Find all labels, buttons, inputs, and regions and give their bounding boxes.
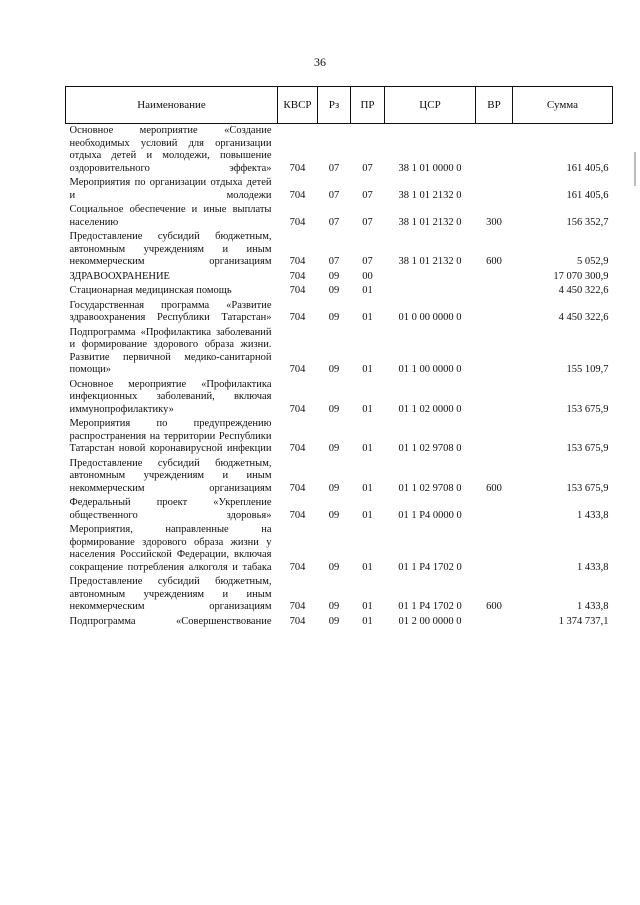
row-rz: 07 [328, 256, 340, 267]
header-rz: Рз [318, 87, 351, 124]
row-csr: 01 1 00 0000 0 [398, 364, 462, 375]
row-rz: 07 [328, 216, 340, 228]
row-csr: 38 1 01 2132 0 [398, 189, 462, 201]
row-pr: 01 [362, 601, 373, 612]
row-vr [476, 615, 513, 630]
row-sum: 5 052,9 [577, 256, 609, 267]
row-name: Основное мероприятие «Профилактика инфекционных заболеваний, включая иммунопрофилактику» [69, 378, 272, 415]
row-kvsr: 704 [289, 216, 306, 228]
row-csr: 38 1 01 2132 0 [398, 256, 462, 267]
header-kvsr: КВСР [278, 87, 318, 124]
row-vr [476, 270, 513, 285]
row-name: Предоставление субсидий бюджетным, автономным учреждениям и иным некоммерческим организациям [69, 231, 272, 267]
table-row [66, 417, 613, 457]
row-vr [476, 496, 513, 523]
table-row [66, 230, 613, 270]
row-vr: 600 [486, 601, 502, 612]
row-name: Федеральный проект «Укрепление общественного здоровья» [69, 497, 272, 521]
row-sum: 156 352,7 [566, 216, 609, 228]
budget-table [65, 86, 613, 629]
row-csr: 01 1 P4 0000 0 [398, 509, 462, 521]
row-vr [476, 326, 513, 378]
row-rz: 09 [328, 403, 340, 415]
row-name: Предоставление субсидий бюджетным, автономным учреждениям и иным некоммерческим организациям [69, 576, 272, 612]
table-row [66, 457, 613, 497]
row-pr: 07 [362, 216, 373, 228]
row-sum: 1 433,8 [577, 509, 609, 521]
row-kvsr: 704 [289, 285, 306, 296]
table-row [66, 284, 613, 299]
row-kvsr: 704 [289, 482, 306, 494]
row-kvsr: 704 [289, 561, 306, 573]
row-rz: 09 [328, 615, 340, 627]
row-csr: 01 0 00 0000 0 [398, 312, 462, 323]
row-kvsr: 704 [289, 364, 306, 375]
row-rz: 09 [328, 561, 340, 573]
table-row [66, 523, 613, 575]
row-csr [385, 284, 476, 299]
row-sum: 4 450 322,6 [558, 312, 609, 323]
table-row [66, 575, 613, 615]
row-sum: 1 374 737,1 [558, 615, 609, 627]
header-sum: Сумма [513, 87, 613, 124]
page-number: 36 [314, 55, 326, 69]
table-row [66, 299, 613, 326]
row-sum: 4 450 322,6 [558, 285, 609, 296]
table-row [66, 203, 613, 230]
table-row [66, 615, 613, 630]
row-pr: 01 [362, 443, 373, 454]
row-csr: 38 1 01 0000 0 [398, 162, 462, 174]
row-pr: 01 [362, 312, 373, 323]
row-vr [476, 176, 513, 203]
row-sum: 153 675,9 [566, 443, 609, 454]
row-sum: 153 675,9 [566, 482, 609, 494]
row-pr: 07 [362, 256, 373, 267]
row-kvsr: 704 [289, 601, 306, 612]
row-csr: 01 1 P4 1702 0 [398, 561, 462, 573]
row-kvsr: 704 [289, 615, 306, 627]
row-name: Основное мероприятие «Создание необходимых условий для организации отдыха детей и молодежи, повышение оздоровительного эффекта» [69, 125, 272, 174]
row-kvsr: 704 [289, 403, 306, 415]
row-rz: 09 [328, 312, 340, 323]
row-kvsr: 704 [289, 312, 306, 323]
row-csr: 01 2 00 0000 0 [398, 615, 462, 627]
row-csr: 38 1 01 2132 0 [398, 216, 462, 228]
row-rz: 09 [328, 364, 340, 375]
row-name: Стационарная медицинская помощь [69, 285, 232, 296]
row-pr: 01 [362, 482, 373, 494]
row-sum: 161 405,6 [566, 162, 609, 174]
row-vr [476, 124, 513, 177]
table-row [66, 326, 613, 378]
row-pr: 01 [362, 364, 373, 375]
row-sum: 17 070 300,9 [553, 270, 609, 282]
row-vr: 300 [486, 216, 502, 228]
row-pr: 01 [362, 561, 373, 573]
row-rz: 09 [328, 443, 340, 454]
row-vr [476, 284, 513, 299]
row-kvsr: 704 [289, 509, 306, 521]
row-rz: 09 [328, 482, 340, 494]
table-row [66, 378, 613, 418]
row-pr: 07 [362, 189, 373, 201]
row-vr: 600 [486, 482, 502, 494]
row-pr: 01 [362, 615, 373, 627]
row-kvsr: 704 [289, 270, 306, 282]
row-sum: 155 109,7 [566, 364, 609, 375]
row-name: Мероприятия, направленные на формирование здорового образа жизни у населения Российской Федерации, включая сокращение потребления алкоголя и табака [69, 524, 272, 573]
scan-edge-mark [634, 152, 636, 186]
row-name: Подпрограмма «Профилактика заболеваний и формирование здорового образа жизни. Развитие первичной медико-санитарной помощи» [69, 326, 272, 375]
row-name: Предоставление субсидий бюджетным, автономным учреждениям и иным некоммерческим организациям [69, 457, 272, 494]
row-sum: 1 433,8 [577, 561, 609, 573]
row-vr: 600 [486, 256, 502, 267]
row-vr [476, 417, 513, 457]
row-csr: 01 1 P4 1702 0 [398, 601, 462, 612]
header-vr: ВР [476, 87, 513, 124]
row-vr [476, 523, 513, 575]
row-name: Социальное обеспечение и иные выплаты населению [69, 204, 272, 228]
row-name: Подпрограмма «Совершенствование [69, 615, 272, 627]
header-name: Наименование [66, 87, 278, 124]
row-rz: 09 [328, 285, 340, 296]
table-row [66, 176, 613, 203]
row-rz: 09 [328, 509, 340, 521]
row-pr: 01 [362, 509, 373, 521]
row-kvsr: 704 [289, 189, 306, 201]
row-name: Мероприятия по организации отдыха детей и молодежи [69, 177, 272, 201]
table-row [66, 270, 613, 285]
table-header-row [66, 87, 613, 124]
row-sum: 161 405,6 [566, 189, 609, 201]
row-sum: 1 433,8 [577, 601, 609, 612]
row-pr: 01 [362, 403, 373, 415]
row-csr: 01 1 02 0000 0 [398, 403, 462, 415]
row-pr: 00 [362, 270, 373, 282]
header-pr: ПР [351, 87, 385, 124]
row-name: Государственная программа «Развитие здравоохранения Республики Татарстан» [69, 299, 272, 323]
row-pr: 01 [362, 285, 373, 296]
row-rz: 09 [328, 601, 340, 612]
row-rz: 09 [328, 270, 340, 282]
row-kvsr: 704 [289, 162, 306, 174]
row-name: ЗДРАВООХРАНЕНИЕ [69, 270, 170, 282]
row-vr [476, 299, 513, 326]
row-sum: 153 675,9 [566, 403, 609, 415]
row-kvsr: 704 [289, 256, 306, 267]
table-row [66, 496, 613, 523]
row-csr: 01 1 02 9708 0 [398, 482, 462, 494]
row-csr [385, 270, 476, 285]
row-rz: 07 [328, 162, 340, 174]
row-csr: 01 1 02 9708 0 [398, 443, 462, 454]
row-rz: 07 [328, 189, 340, 201]
row-name: Мероприятия по предупреждению распространения на территории Республики Татарстан новой коронавирусной инфекции [69, 418, 272, 454]
table-row [66, 124, 613, 177]
row-kvsr: 704 [289, 443, 306, 454]
row-vr [476, 378, 513, 418]
row-pr: 07 [362, 162, 373, 174]
header-csr: ЦСР [385, 87, 476, 124]
